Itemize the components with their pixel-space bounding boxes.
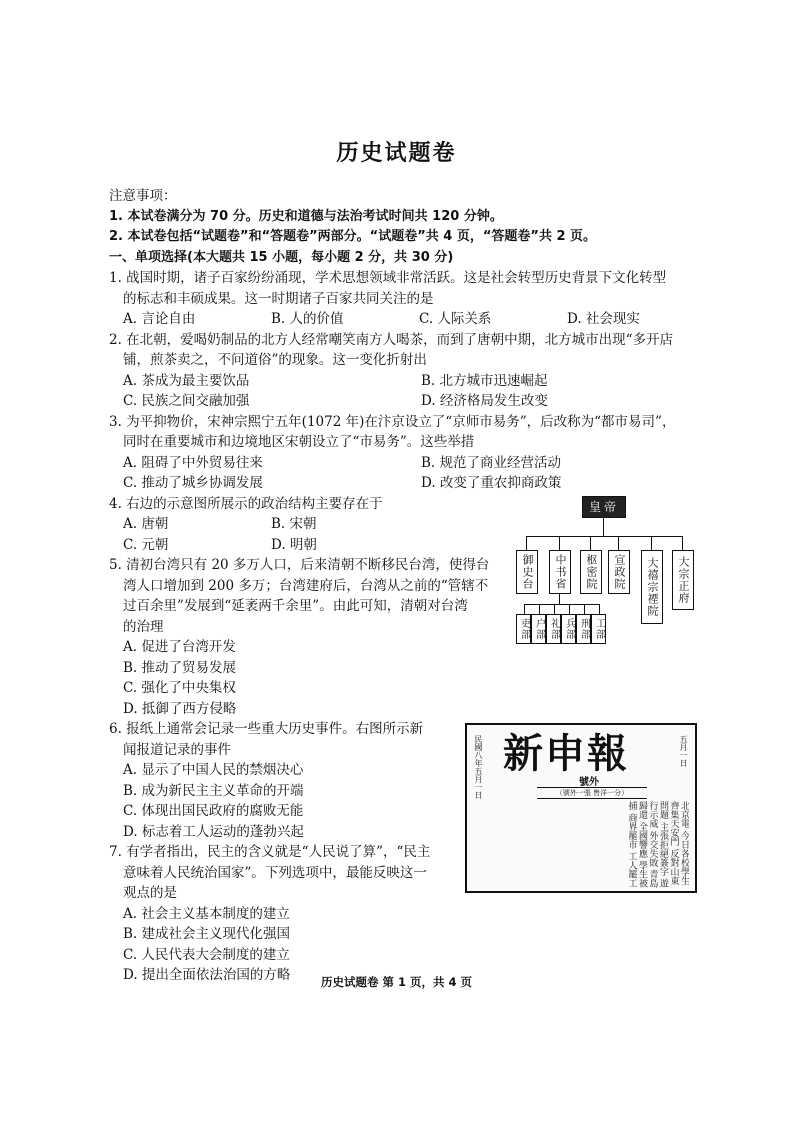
option-a: A. 社会主义基本制度的建立: [123, 905, 290, 922]
option-b: B. 北方城市迅速崛起: [421, 372, 548, 389]
option-a: A. 茶成为最主要饮品: [123, 372, 250, 389]
option-d: D. 经济格局发生改变: [421, 393, 548, 409]
ministry-label: 吏部: [518, 618, 530, 640]
emperor-box: 皇帝: [582, 496, 626, 518]
question-3: [109, 412, 689, 494]
question-text: 3. 为平抑物价，宋神宗熙宁五年(1072 年)在汴京设立了“京师市易务”，后改称为“都市易司”，: [109, 413, 676, 430]
option-d: D. 抵御了西方侵略: [123, 700, 237, 717]
question-text: 铺，煎茶卖之，不问道俗”的现象。这一变化折射出: [123, 352, 427, 368]
connector-line: [599, 604, 600, 614]
option-b: B. 成为新民主主义革命的开端: [123, 782, 304, 799]
dazongzheng-fu-box: [672, 550, 694, 610]
option-d: D. 改变了重农抑商政策: [421, 475, 562, 491]
question-text: 4. 右边的示意图所展示的政治结构主要存在于: [109, 495, 383, 512]
newspaper-masthead: 新申報: [503, 730, 629, 777]
option-c: C. 强化了中央集权: [123, 680, 236, 696]
option-c: C. 人际关系: [419, 311, 492, 327]
option-a: A. 促进了台湾开发: [123, 639, 236, 655]
connector-line: [524, 604, 600, 605]
connector-line: [569, 604, 570, 614]
newspaper-column: 今日各校學生: [679, 830, 689, 885]
newspaper-column: 工人罷工: [626, 851, 637, 888]
connector-line: [682, 536, 683, 550]
ministry-label: 户部: [533, 618, 545, 640]
connector-line: [526, 536, 527, 550]
newspaper-date-left: 民國八年五月一日: [474, 735, 483, 799]
ministry-box: [546, 614, 561, 644]
newspaper-column: 商界罷市: [626, 812, 637, 849]
newspaper-column: 主張拒絕簽字: [658, 821, 668, 876]
ministry-box: [531, 614, 546, 644]
question-text: 2. 在北朝，爱喝奶制品的北方人经常嘲笑南方人喝茶，而到了唐朝中期，北方城市出现“多开店: [109, 331, 674, 348]
question-text: 1. 战国时期，诸子百家纷纷涌现，学术思想领域非常活跃。这是社会转型历史背景下文化转型: [109, 270, 667, 286]
newspaper-extra-image: [465, 723, 697, 893]
option-d: D. 提出全面依法治国的方略: [123, 967, 291, 983]
political-structure-diagram: [512, 496, 692, 646]
option-b: B. 人的价值: [271, 311, 344, 327]
option-d: D. 明朝: [271, 536, 317, 553]
connector-line: [554, 604, 555, 614]
ministry-label: 礼部: [548, 618, 560, 640]
question-text: 观点的是: [123, 885, 177, 901]
newspaper-column: 齊集天安門: [668, 801, 679, 846]
censorate-label: 御史台: [521, 554, 534, 590]
question-text: 6. 报纸上通常会记录一些重大历史事件。右图所示新: [109, 721, 424, 737]
newspaper-column: 反對山東問題: [658, 801, 679, 885]
newspaper-column: 學生被捕: [626, 801, 647, 888]
question-text: 5. 清初台湾只有 20 多万人口，后来清朝不断移民台湾，使得台: [109, 557, 490, 573]
ministry-box: [591, 614, 606, 644]
notice-item-2: 2. 本试卷包括“试题卷”和“答题卷”两部分。“试题卷”共 4 页，“答题卷”共 2 页。: [109, 229, 597, 244]
secretariat-label: 中书省: [554, 554, 567, 590]
ministry-box: [576, 614, 591, 644]
ministry-box: [561, 614, 576, 644]
connector-line: [584, 604, 585, 614]
option-b: B. 推动了贸易发展: [123, 659, 237, 676]
xuanzheng-yuan-label: 宣政院: [613, 554, 626, 590]
ministry-label: 刑部: [578, 618, 590, 640]
option-b: B. 建成社会主义现代化强国: [123, 926, 291, 942]
option-c: C. 推动了城乡协调发展: [123, 475, 263, 491]
question-text: 同时在重要城市和边境地区宋朝设立了“市易务”。这些举措: [123, 434, 475, 450]
newspaper-column: 外交失敗: [647, 830, 658, 867]
ministry-label: 兵部: [563, 618, 575, 640]
option-a: A. 阻碍了中外贸易往来: [123, 454, 263, 471]
option-d: D. 标志着工人运动的蓬勃兴起: [123, 823, 304, 840]
newspaper-column: 全國響應: [637, 821, 647, 858]
connector-line: [618, 536, 619, 550]
privy-council-box: [580, 550, 602, 594]
ministry-box: [516, 614, 531, 644]
page-title: 历史试题卷: [336, 141, 457, 166]
connector-line: [559, 594, 560, 604]
privy-council-label: 枢密院: [585, 554, 598, 590]
secretariat-box: [549, 550, 571, 594]
question-text: 湾人口增加到 200 多万；台湾建府后，台湾从之前的“管辖不: [123, 577, 489, 594]
dazongzheng-fu-label: 大宗正府: [677, 556, 690, 604]
newspaper-columns: [473, 801, 689, 889]
option-d: D. 社会现实: [567, 311, 640, 327]
connector-line: [651, 536, 652, 550]
option-c: C. 人民代表大会制度的建立: [123, 946, 290, 963]
option-c: C. 体现出国民政府的腐败无能: [123, 803, 304, 819]
connector-line: [539, 604, 540, 614]
ministry-label: 工部: [593, 618, 605, 640]
daxi-zongyin-yuan-label: 大禧宗禋院: [646, 557, 659, 617]
page-footer: 历史试题卷 第 1 页，共 4 页: [320, 975, 473, 989]
question-text: 7. 有学者指出，民主的含义就是“人民说了算”，“民主: [109, 844, 431, 860]
question-2: [109, 330, 689, 412]
censorate-box: [516, 550, 538, 594]
option-a: A. 唐朝: [123, 516, 169, 532]
option-a: A. 显示了中国人民的禁烟决心: [123, 762, 304, 778]
newspaper-date-right: 五月一日: [679, 735, 688, 767]
question-text: 过百余里”发展到“延袤两千余里”。由此可知，清朝对台湾: [123, 598, 468, 614]
xuanzheng-yuan-box: [608, 550, 630, 594]
newspaper-subtitle: 號外: [579, 777, 599, 788]
option-c: C. 元朝: [123, 536, 169, 553]
daxi-zongyin-yuan-box: [641, 550, 663, 624]
question-text: 闻报道记录的事件: [123, 741, 231, 758]
option-a: A. 言论自由: [123, 311, 196, 327]
newspaper-column: 北京電: [679, 801, 689, 828]
newspaper-edition: （號外一張 售洋一分）: [537, 787, 647, 799]
notice-heading: 注意事项：: [109, 188, 177, 204]
question-1: [109, 268, 689, 330]
question-text: 的标志和丰硕成果。这一时期诸子百家共同关注的是: [123, 290, 434, 307]
section-heading: 一、单项选择(本大题共 15 小题，每小题 2 分，共 30 分): [109, 249, 454, 265]
connector-line: [526, 536, 683, 537]
connector-line: [603, 518, 604, 536]
question-text: 的治理: [123, 618, 164, 635]
question-text: 意味着人民统治国家”。下列选项中，最能反映这一: [123, 864, 427, 881]
connector-line: [524, 604, 525, 614]
notice-item-1: 1. 本试卷满分为 70 分。历史和道德与法治考试时间共 120 分钟。: [109, 208, 503, 224]
newspaper-column: 遊行示威: [647, 801, 668, 888]
option-b: B. 宋朝: [271, 516, 317, 532]
option-c: C. 民族之间交融加强: [123, 393, 250, 409]
connector-line: [590, 536, 591, 550]
newspaper-column: 青島歸還: [637, 801, 658, 888]
connector-line: [559, 536, 560, 550]
option-b: B. 规范了商业经营活动: [421, 454, 562, 471]
